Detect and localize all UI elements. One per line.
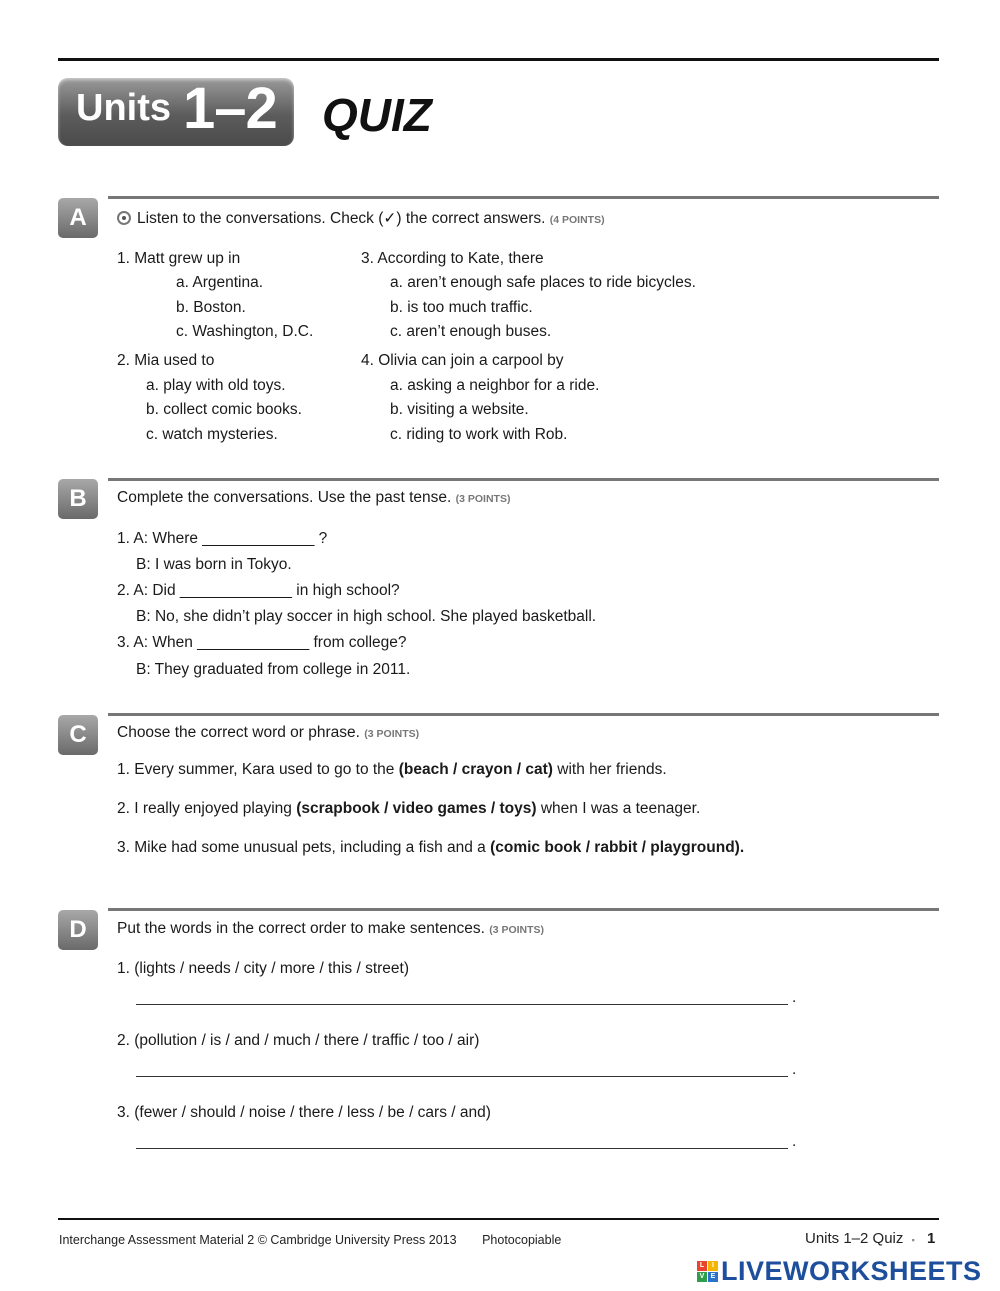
footer-quiz-label: Units 1–2 Quiz (805, 1230, 904, 1247)
top-rule (58, 58, 939, 61)
b-line-6: B: They graduated from college in 2011. (136, 661, 411, 678)
logo-letter-e: E (708, 1272, 718, 1282)
a-q2-option-b[interactable]: b. collect comic books. (146, 401, 302, 418)
section-d-points: (3 POINTS) (489, 924, 545, 936)
section-c-badge: C (58, 715, 98, 755)
section-d-instruction-text: Put the words in the correct order to make sentences. (117, 920, 485, 937)
a-q2-option-c[interactable]: c. watch mysteries. (146, 426, 278, 443)
a-q2-option-a[interactable]: a. play with old toys. (146, 377, 286, 394)
a-q4-option-c[interactable]: c. riding to work with Rob. (390, 426, 568, 443)
b-line-4: B: No, she didn’t play soccer in high school. She played basketball. (136, 608, 597, 625)
section-a-rule (108, 196, 939, 199)
audio-icon[interactable] (117, 211, 131, 225)
page-title: QUIZ (322, 89, 432, 141)
footer-photocopiable: Photocopiable (482, 1233, 562, 1247)
section-c-instruction (117, 724, 419, 742)
d-answer-line-3[interactable] (136, 1148, 788, 1149)
c-item-2-pre: 2. I really enjoyed playing (117, 800, 297, 817)
a-q4-option-b[interactable]: b. visiting a website. (390, 401, 529, 418)
section-b-rule (108, 478, 939, 481)
d-item-3: 3. (fewer / should / noise / there / less / be / cars / and) (117, 1104, 491, 1121)
d-answer-line-1[interactable] (136, 1004, 788, 1005)
c-item-2 (117, 800, 700, 818)
a-q3-option-b[interactable]: b. is too much traffic. (390, 299, 533, 316)
units-range: 1–2 (183, 76, 277, 141)
units-word: Units (76, 87, 171, 129)
a-q3-option-c[interactable]: c. aren’t enough buses. (390, 323, 552, 340)
c-item-3-pre: 3. Mike had some unusual pets, including a fish and a (117, 839, 491, 856)
section-b-badge: B (58, 479, 98, 519)
c-item-1 (117, 761, 667, 779)
section-c-points: (3 POINTS) (364, 728, 420, 740)
d-period-3: . (792, 1133, 797, 1150)
section-a-instruction (117, 209, 605, 228)
a-q1-option-b[interactable]: b. Boston. (176, 299, 246, 316)
a-q1-option-c[interactable]: c. Washington, D.C. (176, 323, 314, 340)
logo-letter-l: L (697, 1261, 707, 1271)
a-q4-stem: 4. Olivia can join a carpool by (361, 352, 564, 369)
section-b-instruction-text: Complete the conversations. Use the past tense. (117, 489, 452, 506)
d-period-1: . (792, 989, 797, 1006)
footer-page-label (805, 1230, 935, 1247)
section-a-instruction-text: Listen to the conversations. Check (✓) the correct answers. (137, 210, 546, 227)
b-line-2: B: I was born in Tokyo. (136, 556, 292, 573)
c-item-2-choice[interactable]: (scrapbook / video games / toys) (296, 800, 537, 817)
d-answer-line-2[interactable] (136, 1076, 788, 1077)
b-line-5[interactable]: 3. A: When _____________ from college? (117, 634, 407, 651)
d-item-2: 2. (pollution / is / and / much / there / traffic / too / air) (117, 1032, 480, 1049)
liveworksheets-text: LIVEWORKSHEETS (721, 1256, 982, 1286)
section-a-points: (4 POINTS) (549, 214, 605, 226)
section-d-rule (108, 908, 939, 911)
a-q1-option-a[interactable]: a. Argentina. (176, 274, 264, 291)
section-c-rule (108, 713, 939, 716)
units-badge (58, 78, 294, 146)
footer-separator: ▪ (911, 1235, 915, 1245)
a-q3-option-a[interactable]: a. aren’t enough safe places to ride bicycles. (390, 274, 696, 291)
section-c-instruction-text: Choose the correct word or phrase. (117, 724, 360, 741)
section-d-instruction (117, 920, 544, 938)
d-period-2: . (792, 1061, 797, 1078)
c-item-1-post: with her friends. (552, 761, 667, 778)
b-line-3[interactable]: 2. A: Did _____________ in high school? (117, 582, 400, 599)
liveworksheets-watermark (697, 1256, 982, 1287)
c-item-3 (117, 839, 744, 857)
c-item-1-choice[interactable]: (beach / crayon / cat) (398, 761, 553, 778)
b-line-1[interactable]: 1. A: Where _____________ ? (117, 530, 328, 547)
footer-copyright-text: Interchange Assessment Material 2 © Cambridge University Press 2013 (59, 1233, 457, 1247)
section-d-badge: D (58, 910, 98, 950)
a-q2-stem: 2. Mia used to (117, 352, 215, 369)
d-item-1: 1. (lights / needs / city / more / this / street) (117, 960, 410, 977)
section-b-points: (3 POINTS) (455, 493, 511, 505)
a-q3-stem: 3. According to Kate, there (361, 250, 544, 267)
liveworksheets-logo-icon (697, 1261, 718, 1282)
c-item-2-post: when I was a teenager. (536, 800, 701, 817)
logo-letter-i: I (708, 1261, 718, 1271)
bottom-rule (58, 1218, 939, 1220)
section-a-badge: A (58, 198, 98, 238)
c-item-1-pre: 1. Every summer, Kara used to go to the (117, 761, 399, 778)
footer-page-number: 1 (926, 1230, 936, 1247)
section-b-instruction (117, 489, 510, 507)
a-q1-stem: 1. Matt grew up in (117, 250, 241, 267)
c-item-3-choice[interactable]: (comic book / rabbit / playground). (490, 839, 745, 856)
logo-letter-v: V (697, 1272, 707, 1282)
footer-copyright (59, 1233, 561, 1247)
a-q4-option-a[interactable]: a. asking a neighbor for a ride. (390, 377, 600, 394)
